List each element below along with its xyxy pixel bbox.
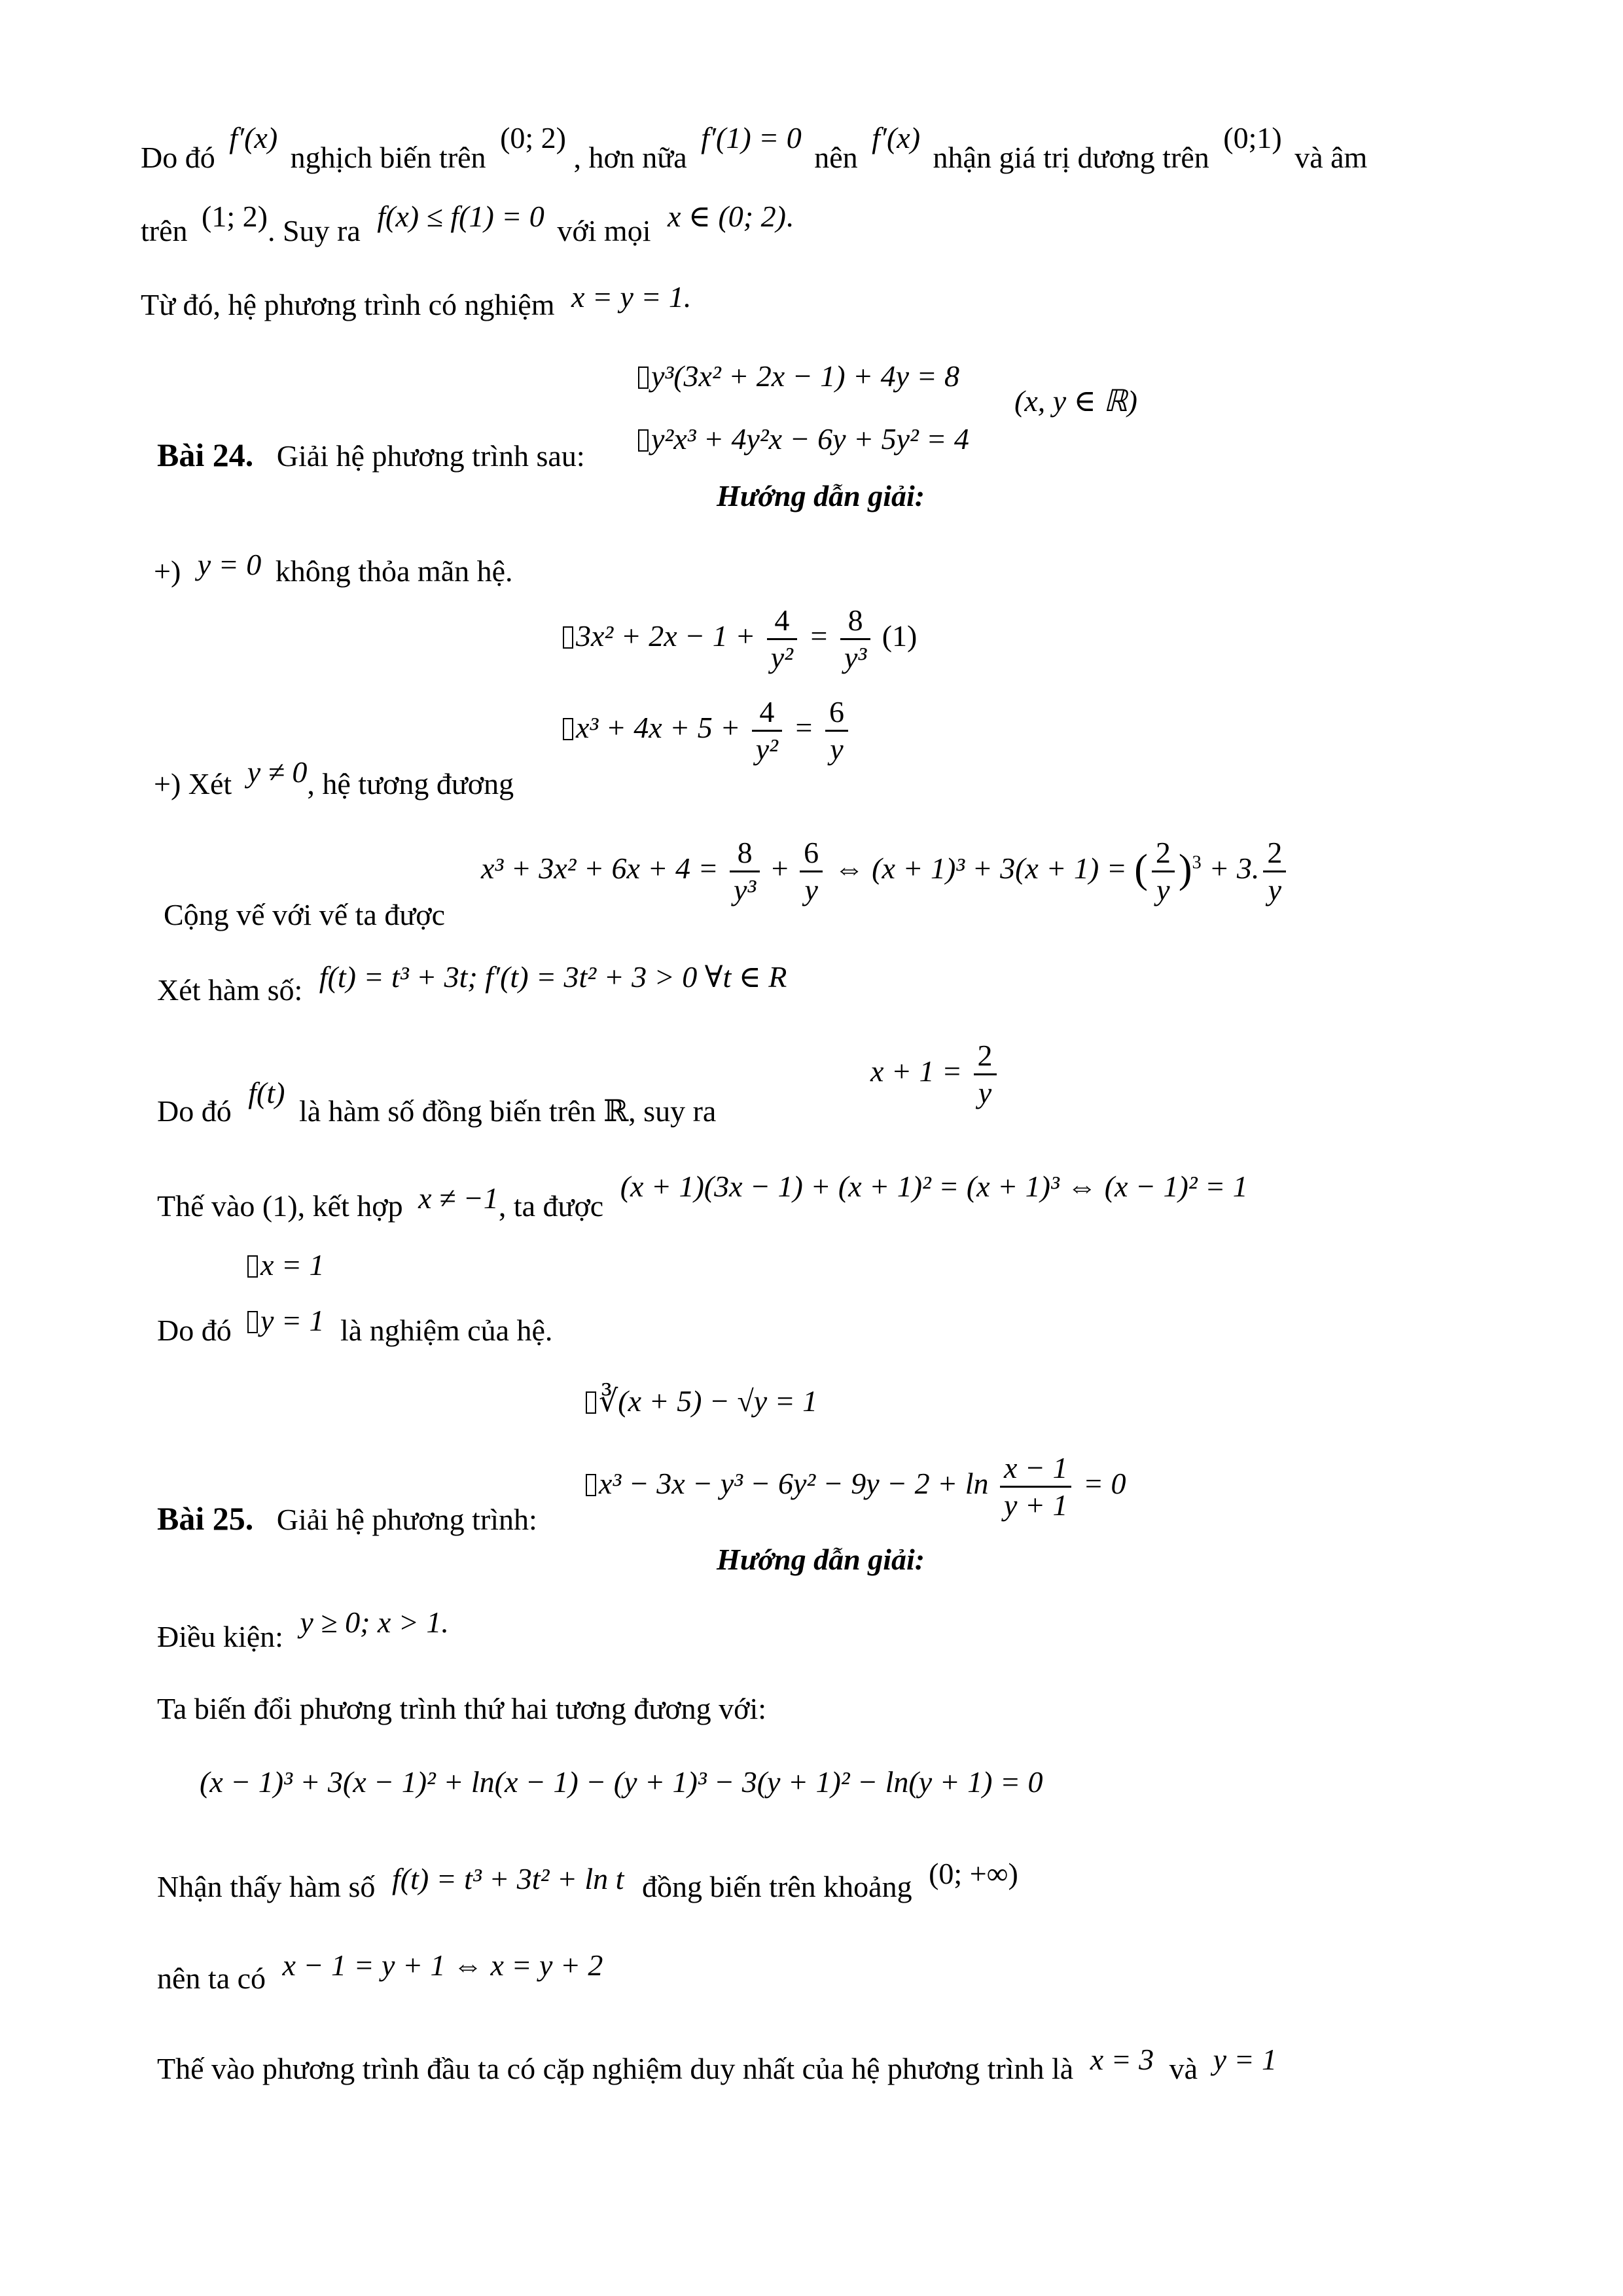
bai24-sol-x <box>247 1250 324 1280</box>
text: Do đó <box>157 1094 232 1128</box>
bai24-eq2 <box>638 424 969 454</box>
numerator: 8 <box>840 605 870 640</box>
bai25-step6 <box>157 2043 1277 2085</box>
numerator: 2 <box>974 1041 997 1075</box>
text: Do đó <box>141 141 215 174</box>
brace-placeholder-icon <box>638 429 649 452</box>
math-equation: x − 1 = y + 1 ⇔ x = y + 2 <box>282 1948 603 1982</box>
bai24-step2 <box>154 755 514 800</box>
bai25-eq2 <box>586 1453 1126 1520</box>
text: , hệ tương đương <box>307 767 514 800</box>
numerator: 4 <box>767 605 797 640</box>
math-expr: ⇔ (x + 1)³ + 3(x + 1) = <box>834 852 1127 886</box>
bai24-sum-eq <box>481 838 1290 905</box>
fraction <box>767 605 797 673</box>
math-equation: y³(3x² + 2x − 1) + 4y = 8 <box>651 359 960 393</box>
bai25-step1 <box>157 1605 449 1653</box>
math-solution: x = 1 <box>260 1248 325 1282</box>
paren-open: ( <box>1134 847 1148 892</box>
paren-close: ) <box>1178 847 1192 892</box>
problem-label: Bài 24. <box>157 437 254 473</box>
bai24-step5 <box>157 1076 717 1128</box>
math-interval: (0; 2) <box>500 121 566 154</box>
problem-label: Bài 25. <box>157 1500 254 1537</box>
denominator: y² <box>755 732 778 766</box>
text: Thế vào phương trình đầu ta có cặp nghiệm duy nhất của hệ phương trình là <box>157 2052 1074 2085</box>
brace-placeholder-icon <box>586 1391 596 1414</box>
math-function: f(t) = t³ + 3t² + ln t <box>391 1862 624 1895</box>
text: nên <box>814 141 858 174</box>
text: trên <box>141 214 188 247</box>
denominator: y³ <box>844 641 867 674</box>
exponent: 3 <box>1192 852 1202 873</box>
bai24-sys-line2 <box>563 697 852 764</box>
text: nhận giá trị dương trên <box>933 141 1209 174</box>
text: đồng biến trên khoảng <box>641 1870 912 1903</box>
bai25-eq1 <box>586 1386 817 1416</box>
text: và âm <box>1294 141 1368 174</box>
text: với mọi <box>557 214 651 247</box>
fraction <box>840 605 870 673</box>
bai25-step4 <box>157 1857 1018 1903</box>
math-condition: y ≥ 0; x > 1. <box>300 1605 449 1639</box>
math-equation: (x + 1)(3x − 1) + (x + 1)² = (x + 1)³ ⇔ (x − 1)² = 1 <box>620 1170 1248 1203</box>
fraction <box>1152 838 1175 905</box>
text: Từ đó, hệ phương trình có nghiệm <box>141 288 555 321</box>
bai24-title-line <box>157 439 585 471</box>
text: +) Xét <box>154 767 232 800</box>
math-expr: + <box>771 852 789 886</box>
text: nên ta có <box>157 1962 266 1995</box>
math-equation: ∛(x + 5) − √y = 1 <box>599 1384 818 1418</box>
text: +) <box>154 554 181 588</box>
numerator: 2 <box>1263 838 1286 872</box>
math-expr: 3x² + 2x − 1 + <box>576 619 756 653</box>
brace-placeholder-icon <box>586 1474 596 1496</box>
text: Cộng vế với vế ta được <box>164 898 445 931</box>
text: . <box>785 200 794 233</box>
text: nghịch biến trên <box>290 141 486 174</box>
math-solution: x = y = 1. <box>571 280 692 314</box>
bai24-step4 <box>157 960 787 1007</box>
math-expr: x³ − 3x − y³ − 6y² − 9y − 2 + ln <box>599 1467 989 1501</box>
math-interval: (0;1) <box>1223 121 1282 154</box>
equation-tag: (1) <box>882 619 918 653</box>
text: là nghiệm của hệ. <box>340 1314 553 1347</box>
denominator: y <box>978 1076 992 1109</box>
math-expr: x + 1 = <box>870 1054 962 1088</box>
text: Nhận thấy hàm số <box>157 1870 376 1903</box>
bai25-title-line <box>157 1502 537 1535</box>
text: Ta biến đổi phương trình thứ hai tương đương với: <box>157 1692 767 1725</box>
math-domain: (x, y ∈ ℝ) <box>1014 384 1137 418</box>
math-solution: y = 1 <box>260 1304 325 1337</box>
numerator: x − 1 <box>1000 1453 1071 1488</box>
math-condition: y = 0 <box>197 548 262 581</box>
math-expr: = <box>793 711 814 745</box>
text: . Suy ra <box>267 214 361 247</box>
p1-line3 <box>141 280 692 321</box>
numerator: 6 <box>825 697 848 732</box>
fraction <box>974 1041 997 1108</box>
brace-placeholder-icon <box>247 1311 258 1333</box>
bai24-sol-y <box>247 1306 324 1336</box>
p1-line1 <box>141 121 1368 174</box>
math-equation: y²x³ + 4y²x − 6y + 5y² = 4 <box>651 422 969 456</box>
brace-placeholder-icon <box>638 367 649 389</box>
fraction <box>730 838 760 905</box>
bai25-step5 <box>157 1948 603 1995</box>
text: và <box>1169 2052 1198 2085</box>
numerator: 4 <box>752 697 782 732</box>
bai24-step1 <box>154 548 513 588</box>
denominator: y³ <box>734 873 757 906</box>
solution-heading: Hướng dẫn giải: <box>717 1543 925 1576</box>
text: không thỏa mãn hệ. <box>275 554 513 588</box>
math-interval: (1; 2) <box>202 200 268 233</box>
fraction <box>1000 1453 1071 1520</box>
bai24-sys-line1 <box>563 605 917 673</box>
math-condition: x ≠ −1 <box>418 1181 499 1215</box>
bai24-eq1 <box>638 361 959 391</box>
denominator: y <box>1268 873 1282 906</box>
math-solution: x = 3 <box>1090 2043 1154 2076</box>
numerator: 6 <box>800 838 823 872</box>
math-expr: = <box>808 619 829 653</box>
text: Xét hàm số: <box>157 973 303 1007</box>
math-interval: (0; +∞) <box>929 1857 1018 1890</box>
math-solution: y = 1 <box>1213 2043 1277 2076</box>
problem-prompt: Giải hệ phương trình sau: <box>276 439 585 473</box>
math-expr: x³ + 4x + 5 + <box>576 711 741 745</box>
text: Thế vào (1), kết hợp <box>157 1189 403 1223</box>
math-function: f(t) = t³ + 3t; f′(t) = 3t² + 3 > 0 ∀t ∈ R <box>319 960 787 994</box>
fraction <box>752 697 782 764</box>
math-domain: x ∈ (0; 2) <box>667 200 786 233</box>
denominator: y + 1 <box>1003 1488 1068 1522</box>
bai24-step5-eq <box>870 1041 1001 1108</box>
denominator: y <box>830 732 844 766</box>
fraction <box>825 697 848 764</box>
math-function: f(t) <box>248 1076 285 1109</box>
brace-placeholder-icon <box>563 718 573 740</box>
math-condition: y ≠ 0 <box>247 755 308 789</box>
brace-placeholder-icon <box>563 626 573 649</box>
bai24-step6 <box>157 1170 1248 1223</box>
denominator: y <box>1156 873 1170 906</box>
fraction <box>800 838 823 905</box>
math-fprime-x: f′(x) <box>872 121 921 154</box>
text: Do đó <box>157 1314 232 1347</box>
text: Điều kiện: <box>157 1620 283 1653</box>
math-expr: = 0 <box>1082 1467 1126 1501</box>
brace-placeholder-icon <box>247 1255 258 1278</box>
denominator: y <box>804 873 818 906</box>
solution-heading: Hướng dẫn giải: <box>717 479 925 512</box>
numerator: 2 <box>1152 838 1175 872</box>
math-inequality: f(x) ≤ f(1) = 0 <box>377 200 544 233</box>
denominator: y² <box>770 641 793 674</box>
math-expr: x³ + 3x² + 6x + 4 = <box>481 852 719 886</box>
text: , ta được <box>498 1189 604 1223</box>
math-expr: + 3. <box>1209 852 1260 886</box>
math-equation: (x − 1)³ + 3(x − 1)² + ln(x − 1) − (y + 1)³ − 3(y + 1)² − ln(y + 1) = 0 <box>200 1765 1043 1799</box>
problem-prompt: Giải hệ phương trình: <box>276 1503 537 1536</box>
p1-line2 <box>141 200 794 247</box>
math-fprime-x: f′(x) <box>229 121 278 154</box>
text: , hơn nữa <box>573 141 687 174</box>
math-fprime-1: f′(1) = 0 <box>701 121 802 154</box>
numerator: 8 <box>730 838 760 872</box>
text: là hàm số đồng biến trên ℝ, suy ra <box>298 1094 717 1128</box>
fraction <box>1263 838 1286 905</box>
